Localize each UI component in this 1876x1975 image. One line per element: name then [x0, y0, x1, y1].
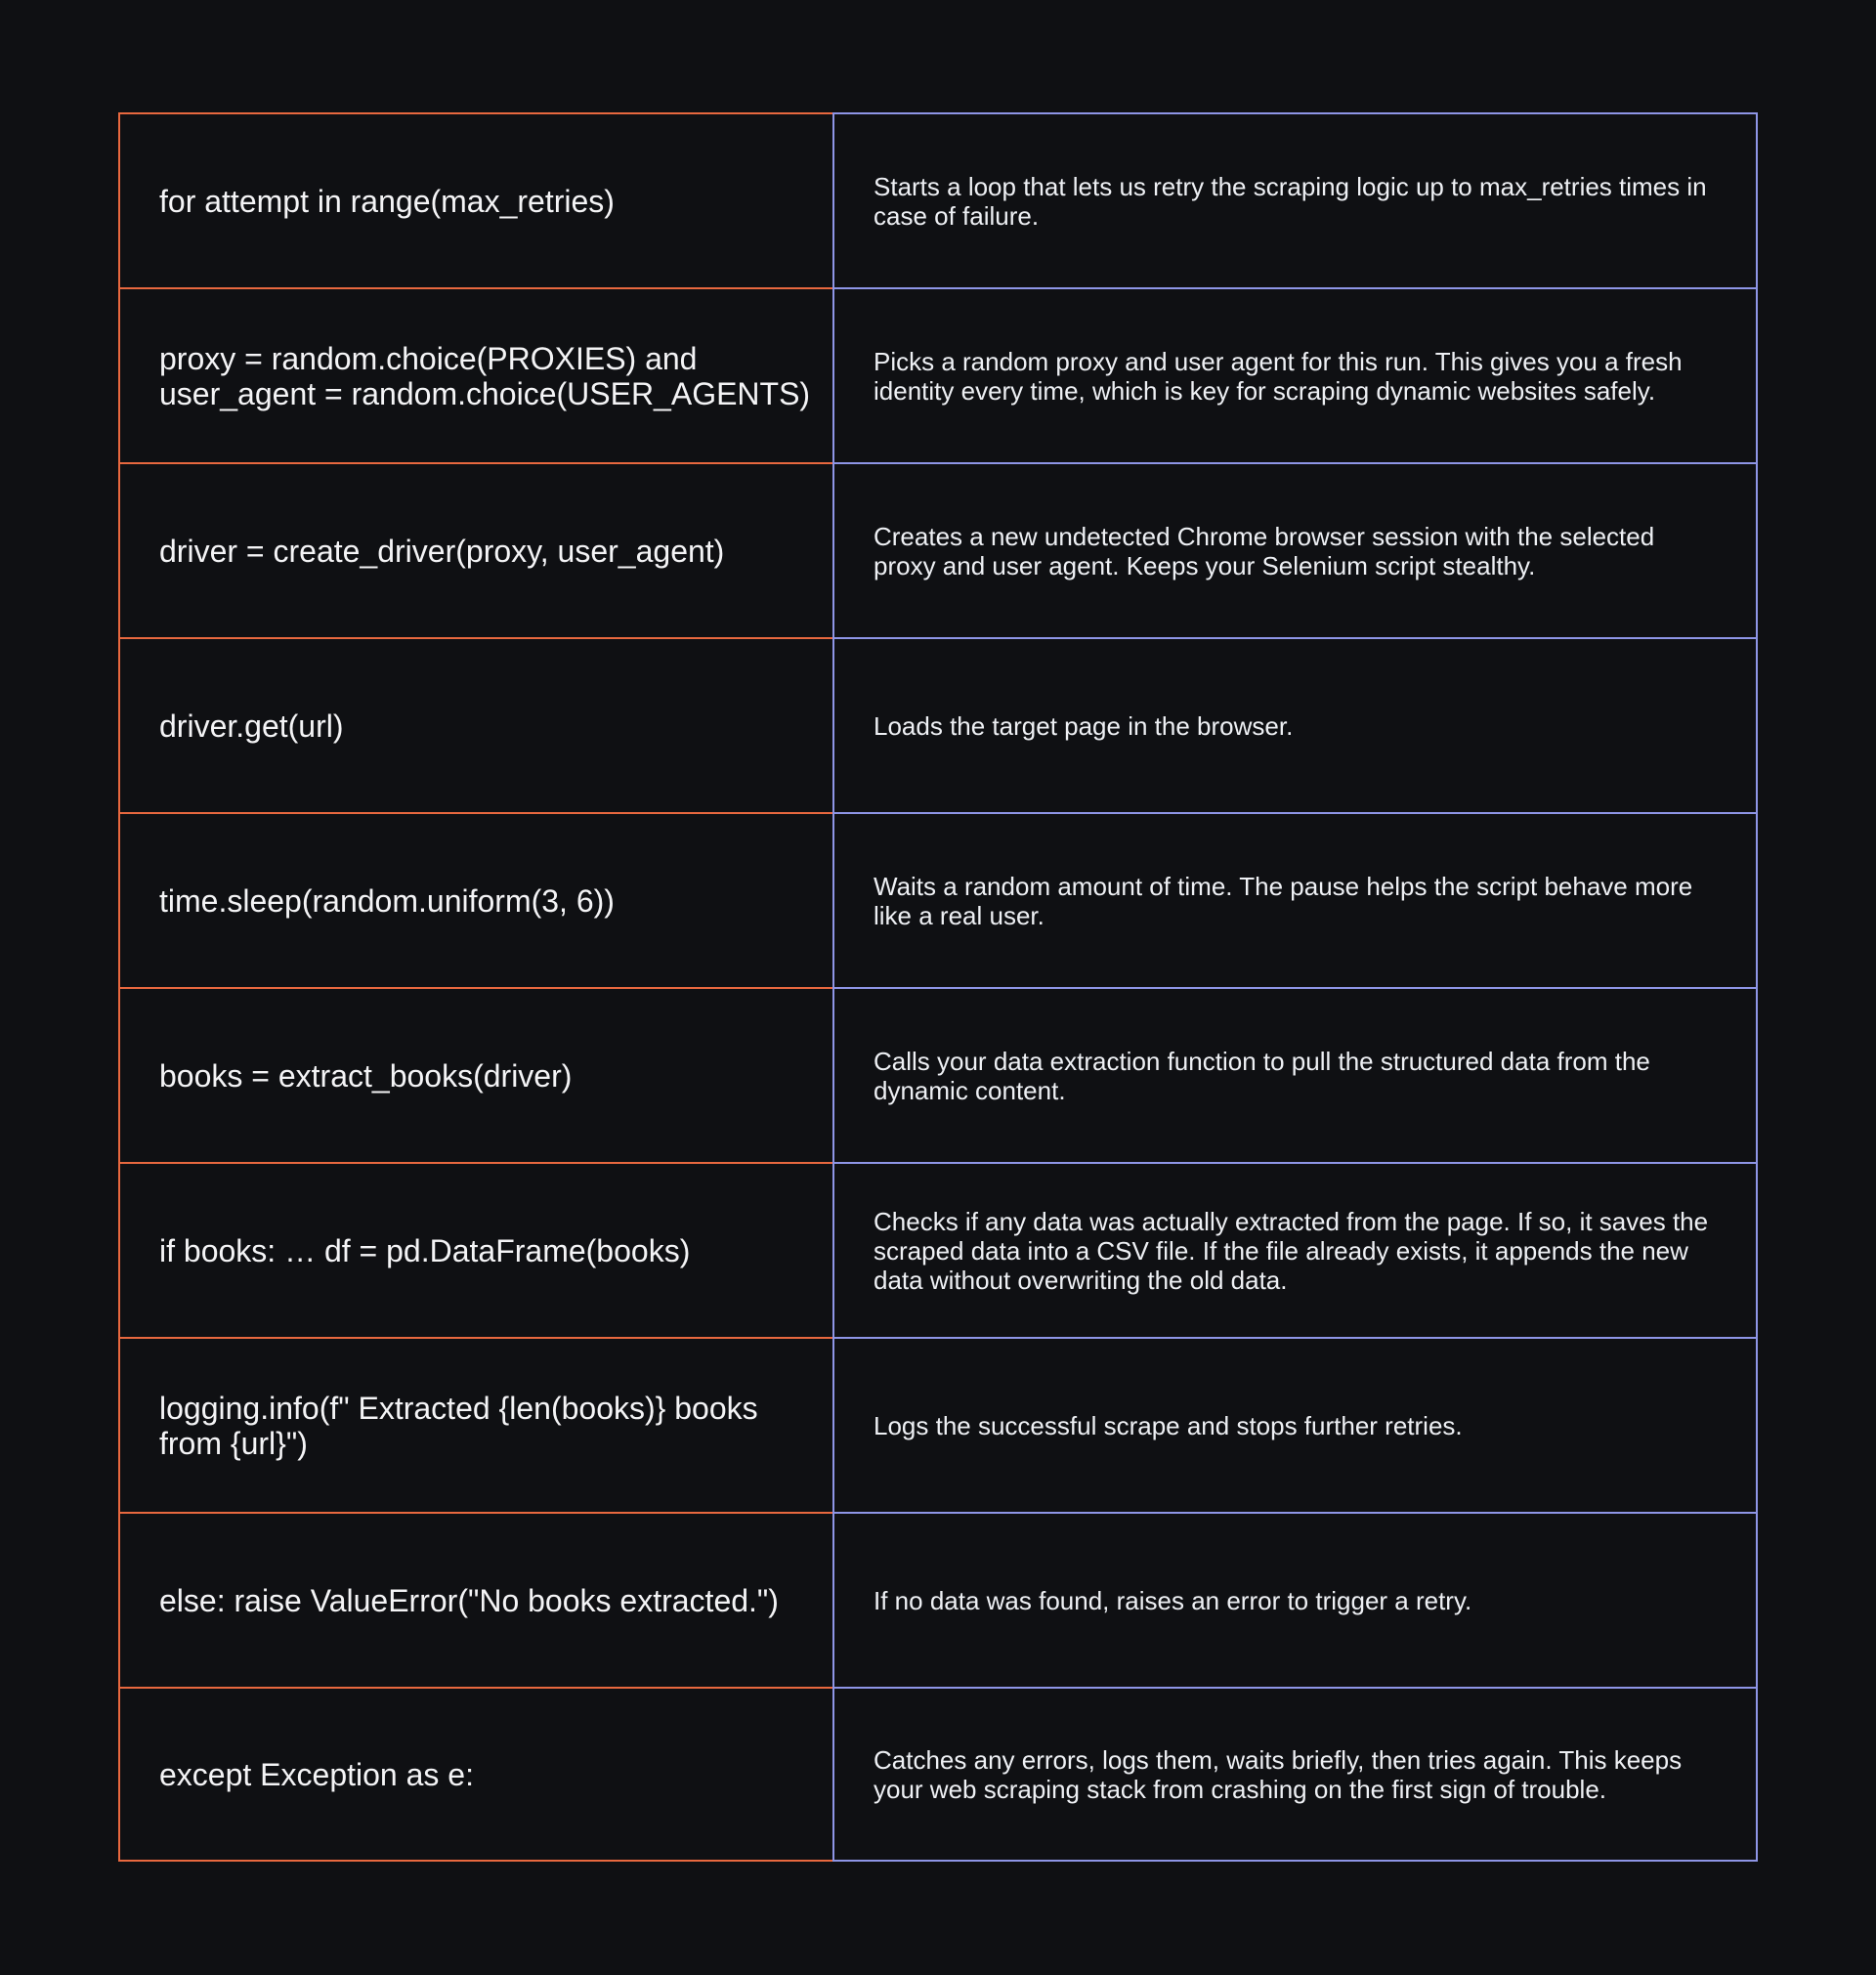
code-cell: time.sleep(random.uniform(3, 6)): [118, 812, 832, 987]
description-cell: Calls your data extraction function to pull the structured data from the dynamic content.: [832, 987, 1758, 1162]
code-explanation-table: [118, 112, 1758, 1862]
description-cell: Logs the successful scrape and stops further retries.: [832, 1337, 1758, 1512]
description-cell: Loads the target page in the browser.: [832, 637, 1758, 812]
description-cell: Picks a random proxy and user agent for this run. This gives you a fresh identity every time, which is key for scraping dynamic websites safely.: [832, 287, 1758, 462]
description-cell: Creates a new undetected Chrome browser session with the selected proxy and user agent. Keeps your Selenium script stealthy.: [832, 462, 1758, 637]
code-cell: if books: … df = pd.DataFrame(books): [118, 1162, 832, 1337]
code-cell: logging.info(f" Extracted {len(books)} books from {url}"): [118, 1337, 832, 1512]
description-cell: Waits a random amount of time. The pause helps the script behave more like a real user.: [832, 812, 1758, 987]
code-cell: driver.get(url): [118, 637, 832, 812]
description-cell: Catches any errors, logs them, waits briefly, then tries again. This keeps your web scraping stack from crashing on the first sign of trouble.: [832, 1687, 1758, 1862]
code-cell: else: raise ValueError("No books extracted."): [118, 1512, 832, 1687]
code-cell: books = extract_books(driver): [118, 987, 832, 1162]
code-cell: except Exception as e:: [118, 1687, 832, 1862]
code-cell: for attempt in range(max_retries): [118, 112, 832, 287]
code-cell: driver = create_driver(proxy, user_agent): [118, 462, 832, 637]
description-cell: Checks if any data was actually extracted from the page. If so, it saves the scraped data into a CSV file. If the file already exists, it appends the new data without overwriting the old data.: [832, 1162, 1758, 1337]
description-cell: Starts a loop that lets us retry the scraping logic up to max_retries times in case of failure.: [832, 112, 1758, 287]
code-cell: proxy = random.choice(PROXIES) and user_agent = random.choice(USER_AGENTS): [118, 287, 832, 462]
description-cell: If no data was found, raises an error to trigger a retry.: [832, 1512, 1758, 1687]
